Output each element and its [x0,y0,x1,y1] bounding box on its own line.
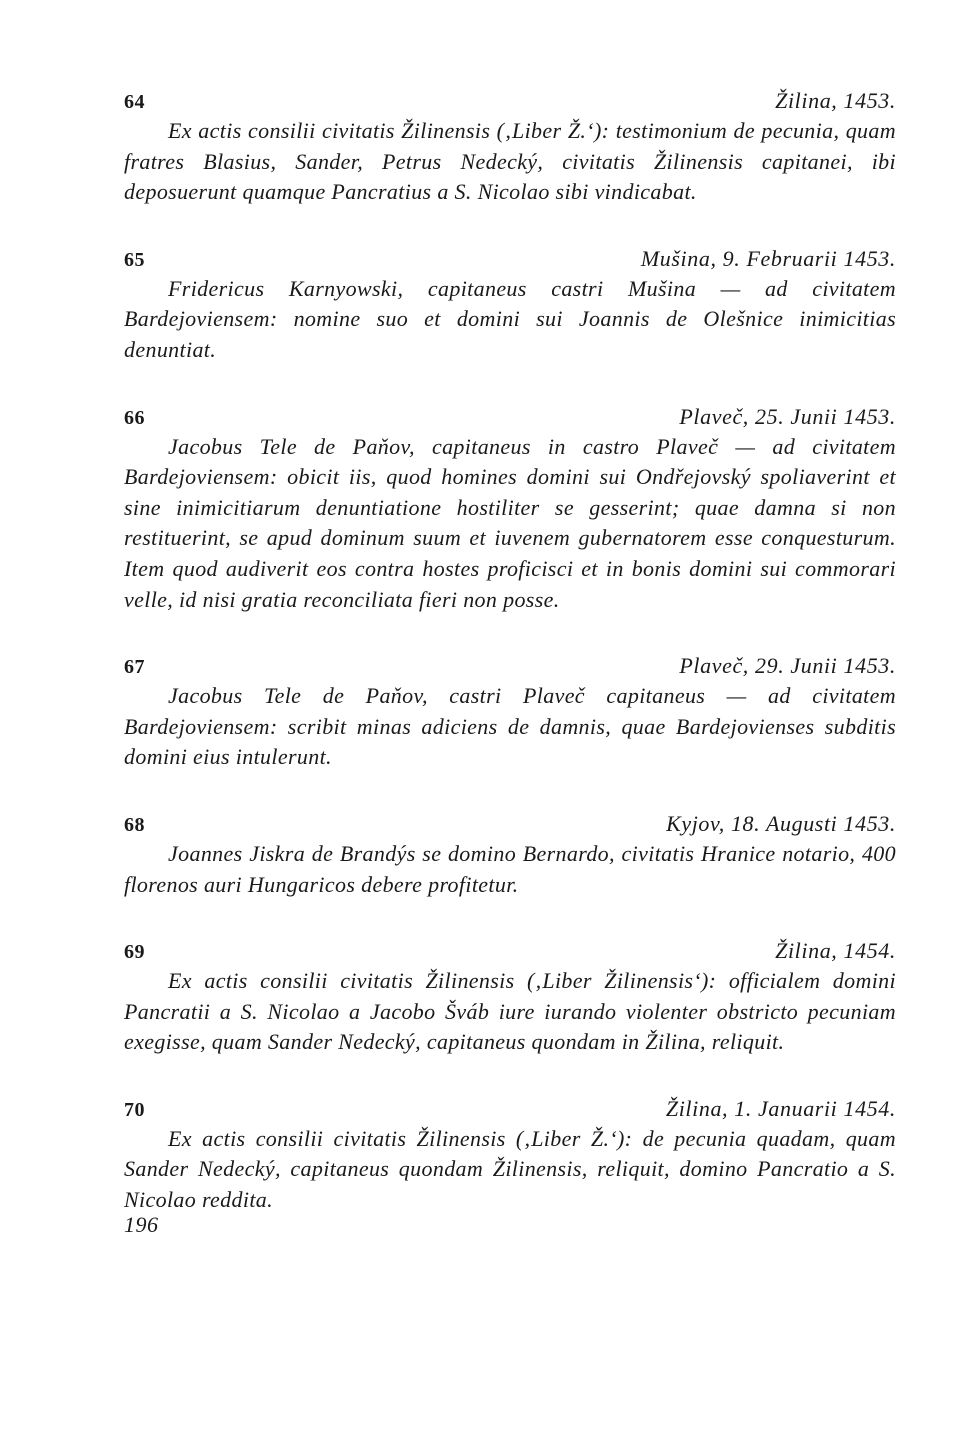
entry-place-date: Plaveč, 25. Junii 1453. [679,403,896,429]
page-number: 196 [124,1212,159,1237]
entry-text: Ex actis consilii civitatis Žilinensis (‚Liber Žilinensis‘): officialem domini Pancratii a S. Nicolao a Jacobo Šváb iure iurando violenter obstricto pecuniam exegisse, quam Sander Nedecký, capitaneus quondam in Žilina, reliquit. [124,968,896,1055]
entry-number: 70 [124,1098,145,1121]
entry-text: Jacobus Tele de Paňov, castri Plaveč capitaneus — ad civitatem Bardejoviensem: scribit minas adiciens de damnis, quae Bardejovienses subditis domini eius intulerunt. [124,683,896,770]
entry-place-date: Kyjov, 18. Augusti 1453. [666,810,896,836]
entry-number: 68 [124,813,145,836]
entry-64 [124,86,896,208]
entry-text: Ex actis consilii civitatis Žilinensis (‚Liber Ž.‘): de pecunia quadam, quam Sander Nedecký, capitaneus quondam Žilinensis, reliquit, domino Pancratio a S. Nicolao reddita. [124,1125,896,1213]
entry-header [124,402,896,432]
entry-number: 67 [124,656,145,679]
entry-text: Ex actis consilii civitatis Žilinensis (‚Liber Ž.‘): testimonium de pecunia, quam fratres Blasius, Sander, Petrus Nedecký, civitatis Žilinensis capitanei, ibi deposuerunt quamque Pancratius a S. Nicolao sibi vindicabat. [124,118,896,205]
entry-header [124,1094,896,1124]
entry-70 [124,1094,896,1216]
document-page [124,86,896,1216]
entry-number: 66 [124,406,145,429]
entry-69 [124,936,896,1058]
entry-header [124,809,896,839]
entry-place-date: Žilina, 1453. [775,88,896,113]
entry-place-date: Mušina, 9. Februarii 1453. [640,245,896,271]
entry-text: Fridericus Karnyowski, capitaneus castri Mušina — ad civitatem Bardejoviensem: nomine suo et domini sui Joannis de Olešnice inimicitias denuntiat. [124,275,896,362]
entry-header [124,86,896,116]
entry-number: 69 [124,941,145,964]
entry-68 [124,809,896,900]
entry-header [124,651,896,681]
entry-text: Joannes Jiskra de Brandýs se domino Bernardo, civitatis Hranice notario, 400 florenos auri Hungaricos debere profitetur. [124,840,896,897]
entry-place-date: Žilina, 1. Januarii 1454. [665,1095,896,1121]
entry-66 [124,402,896,616]
entry-place-date: Žilina, 1454. [775,938,896,964]
entry-header [124,244,896,274]
entry-header [124,936,896,966]
entry-number: 64 [124,91,145,113]
entry-text: Jacobus Tele de Paňov, capitaneus in castro Plaveč — ad civitatem Bardejoviensem: obicit iis, quod homines domini sui Ondřejovský spoliaverint et sine inimicitiarum denuntiatione hostiliter se gesserint; quae damna si non restituerint, se apud dominum suum et iuvenem gubernatorem esse conquesturum. Item quod audiverit eos contra hostes proficisci et in bonis domini sui commorari velle, id nisi gratia reconciliata fieri non posse. [124,433,896,612]
entry-65 [124,244,896,366]
entry-place-date: Plaveč, 29. Junii 1453. [679,653,896,679]
entry-number: 65 [124,248,145,271]
entry-67 [124,651,896,773]
